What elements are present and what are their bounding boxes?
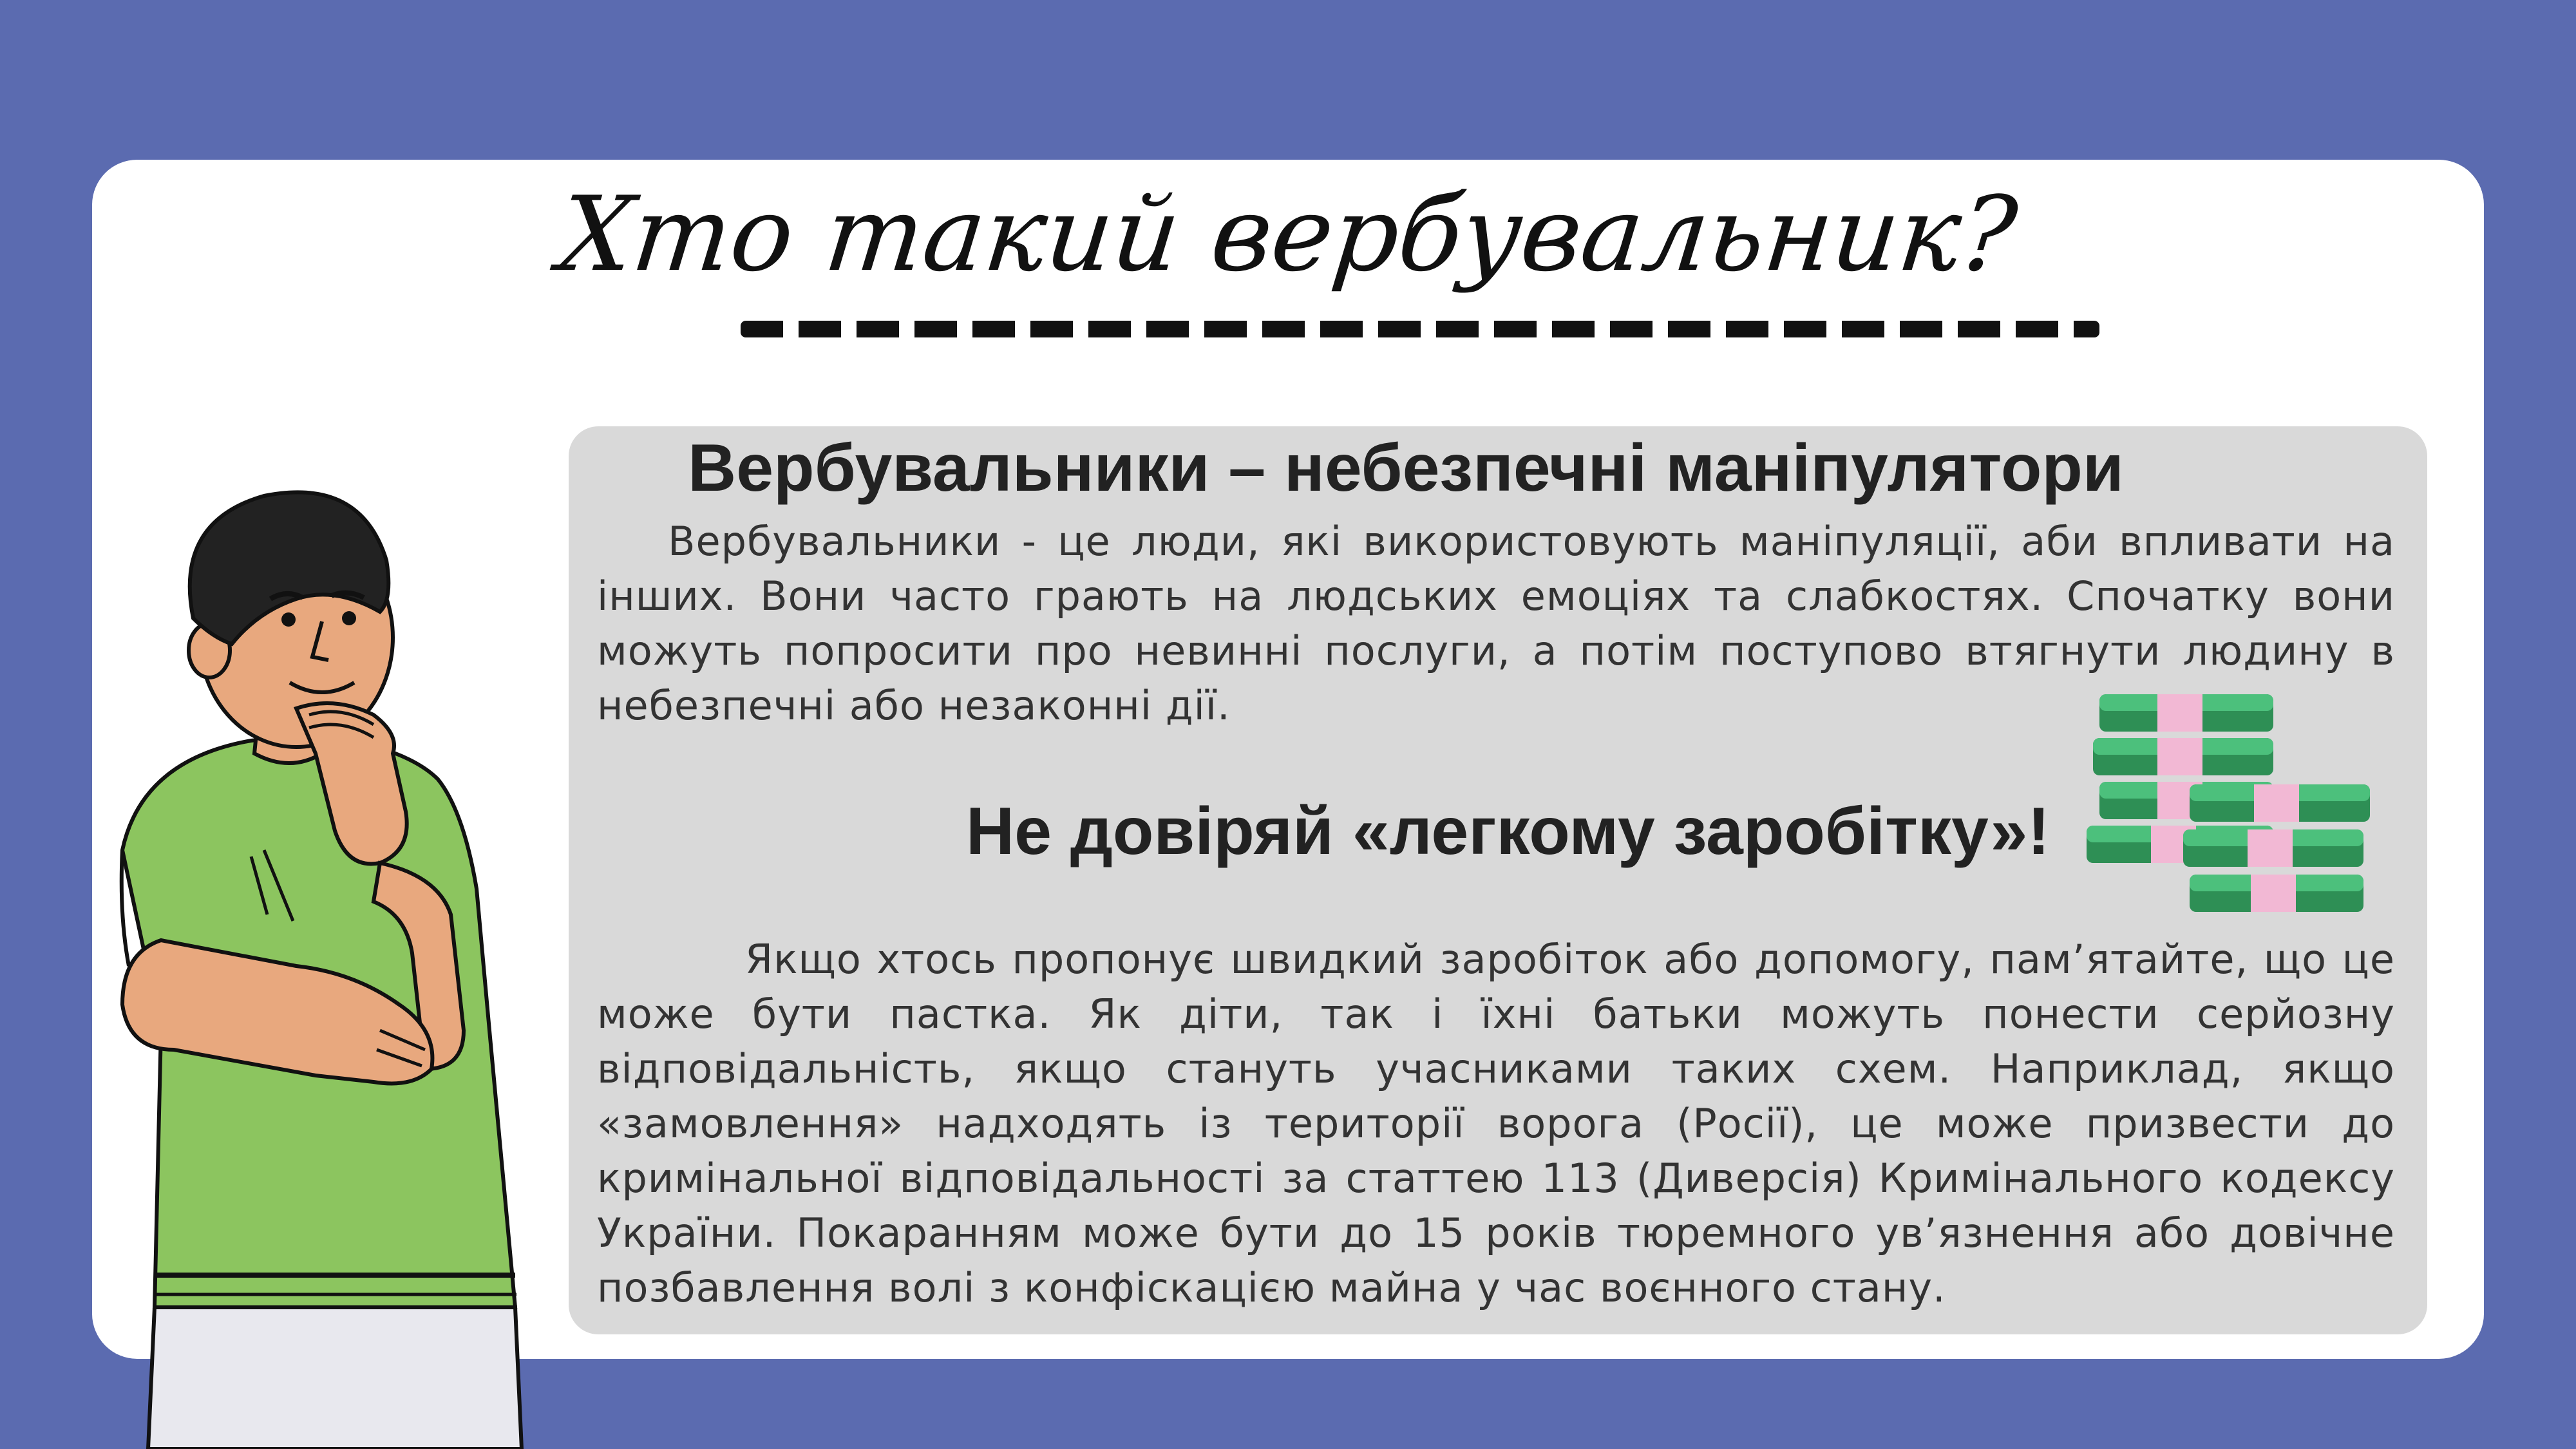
paragraph-easy-money: Якщо хтось пропонує швидкий заробіток або допомогу, пам’ятайте, що це може бути пастка. Як діти, так і їхні батьки можуть понести серйозну відповідальність, якщо стануть учасниками таких схем. Наприклад, якщо «замовлення» надходять із території ворога (Росії), це може призвести до кримінальної відповідальності за статтею 113 (Диверсія) Кримінального кодексу України. Покаранням може бути до 15 років тюремного ув’язнення або довічне позбавлення волі з конфіскацією майна у час воєнного стану. [597,936,2395,1311]
paragraph-manipulators: Вербувальники - це люди, які використовують маніпуляції, аби впливати на інших. Вони часто грають на людських емоціях та слабкостях. Спочатку вони можуть попросити про невинні послуги, а потім поступово втягнути людину в небезпечні або незаконні дії. [597,518,2395,729]
heading-manipulators: Вербувальники – небезпечні маніпулятори [688,431,2124,506]
slide-title: Хто такий вербувальник? [553,174,2023,294]
title-dashed-underline [741,321,2099,337]
heading-easy-money: Не довіряй «легкому заробітку»! [966,794,2050,869]
money-stacks-icon [2087,688,2383,926]
thinking-person-illustration [103,451,554,1449]
